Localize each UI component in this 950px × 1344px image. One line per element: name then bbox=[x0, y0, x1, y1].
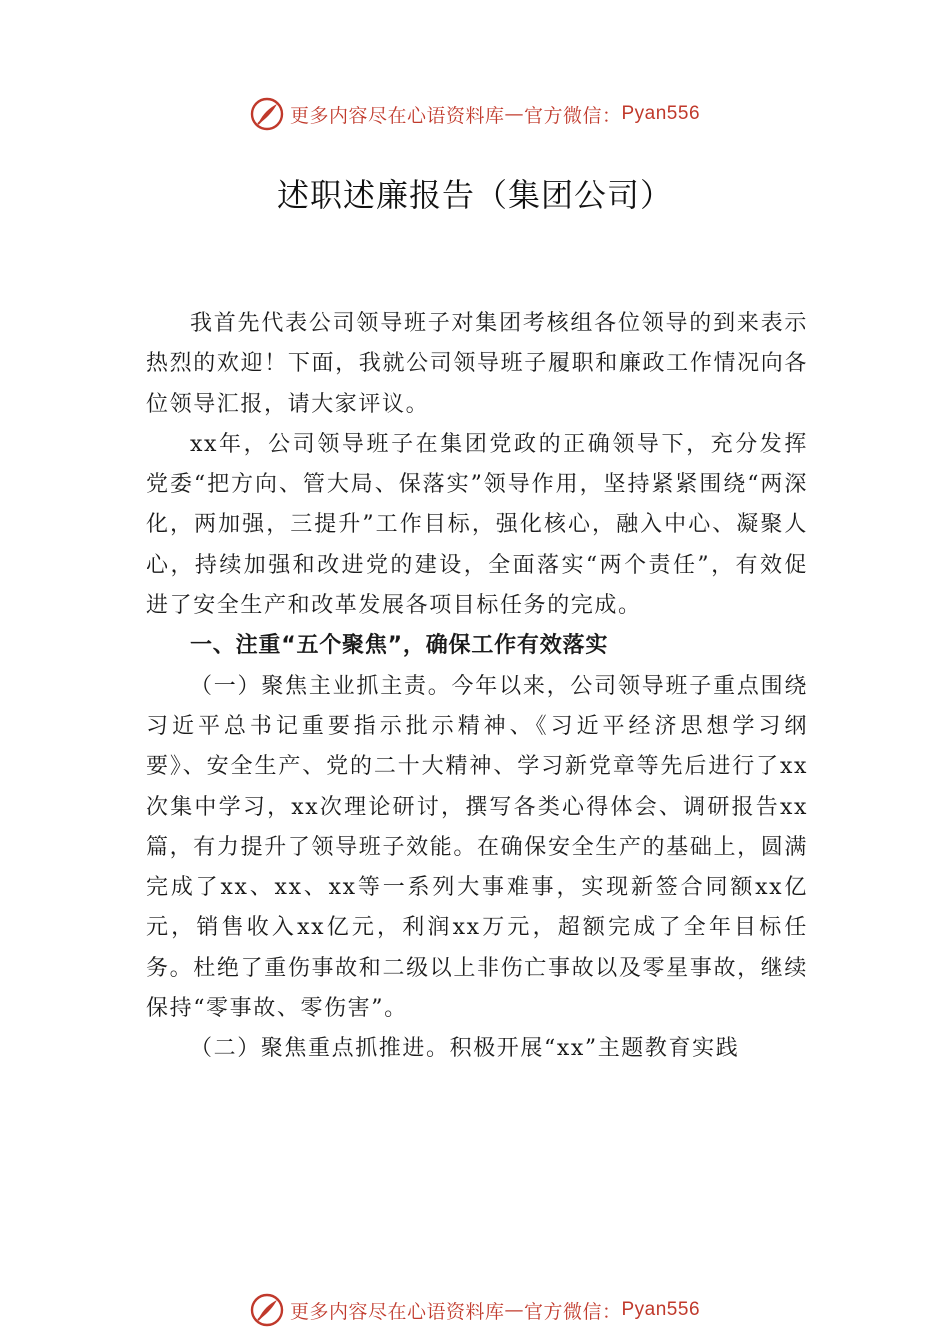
quill-logo-icon bbox=[250, 1293, 284, 1327]
banner-separator: — bbox=[504, 103, 524, 125]
banner-wechat-label: 官方微信： bbox=[523, 104, 622, 127]
paragraph: （一）聚焦主业抓主责。今年以来，公司领导班子重点围绕习近平总书记重要指示批示精神、《习近平经济思想学习纲要》、安全生产、党的二十大精神、学习新党章等先后进行了xx次集中学习，xx次理论研讨，撰写各类心得体会、调研报告xx篇，有力提升了领导班子效能。在确保安全生产的基础上，圆满完成了xx、xx、xx等一系列大事难事，实现新签合同额xx亿元，销售收入xx亿元，利润xx万元，超额完成了全年目标任务。杜绝了重伤事故和二级以上非伤亡事故以及零星事故，继续保持“零事故、零伤害”。 bbox=[146, 673, 808, 1022]
banner-wechat-id: Pyan556 bbox=[621, 103, 701, 124]
paragraph: （二）聚焦重点抓推进。积极开展“xx”主题教育实践 bbox=[190, 1036, 740, 1062]
banner-wechat-label: 官方微信： bbox=[523, 1300, 622, 1323]
quill-logo-icon bbox=[250, 97, 284, 131]
section-heading: 一、注重“五个聚焦”，确保工作有效落实 bbox=[190, 633, 609, 659]
paragraph: xx年，公司领导班子在集团党政的正确领导下，充分发挥党委“把方向、管大局、保落实”领导作用，坚持紧紧围绕“两深化，两加强，三提升”工作目标，强化核心，融入中心、凝聚人心，持续加强和改进党的建设，全面落实“两个责任”，有效促进了安全生产和改革发展各项目标任务的完成。 bbox=[146, 431, 808, 619]
banner-brand: 更多内容尽在心语资料库 bbox=[289, 104, 505, 127]
document-title: 述职述廉报告（集团公司） bbox=[276, 176, 673, 214]
banner-separator: — bbox=[504, 1299, 524, 1321]
header-banner bbox=[0, 94, 950, 134]
banner-brand: 更多内容尽在心语资料库 bbox=[289, 1300, 505, 1323]
document-body bbox=[146, 304, 808, 1070]
footer-banner bbox=[0, 1290, 950, 1330]
banner-wechat-id: Pyan556 bbox=[621, 1299, 701, 1320]
paragraph: 我首先代表公司领导班子对集团考核组各位领导的到来表示热烈的欢迎！下面，我就公司领导班子履职和廉政工作情况向各位领导汇报，请大家评议。 bbox=[146, 311, 808, 417]
